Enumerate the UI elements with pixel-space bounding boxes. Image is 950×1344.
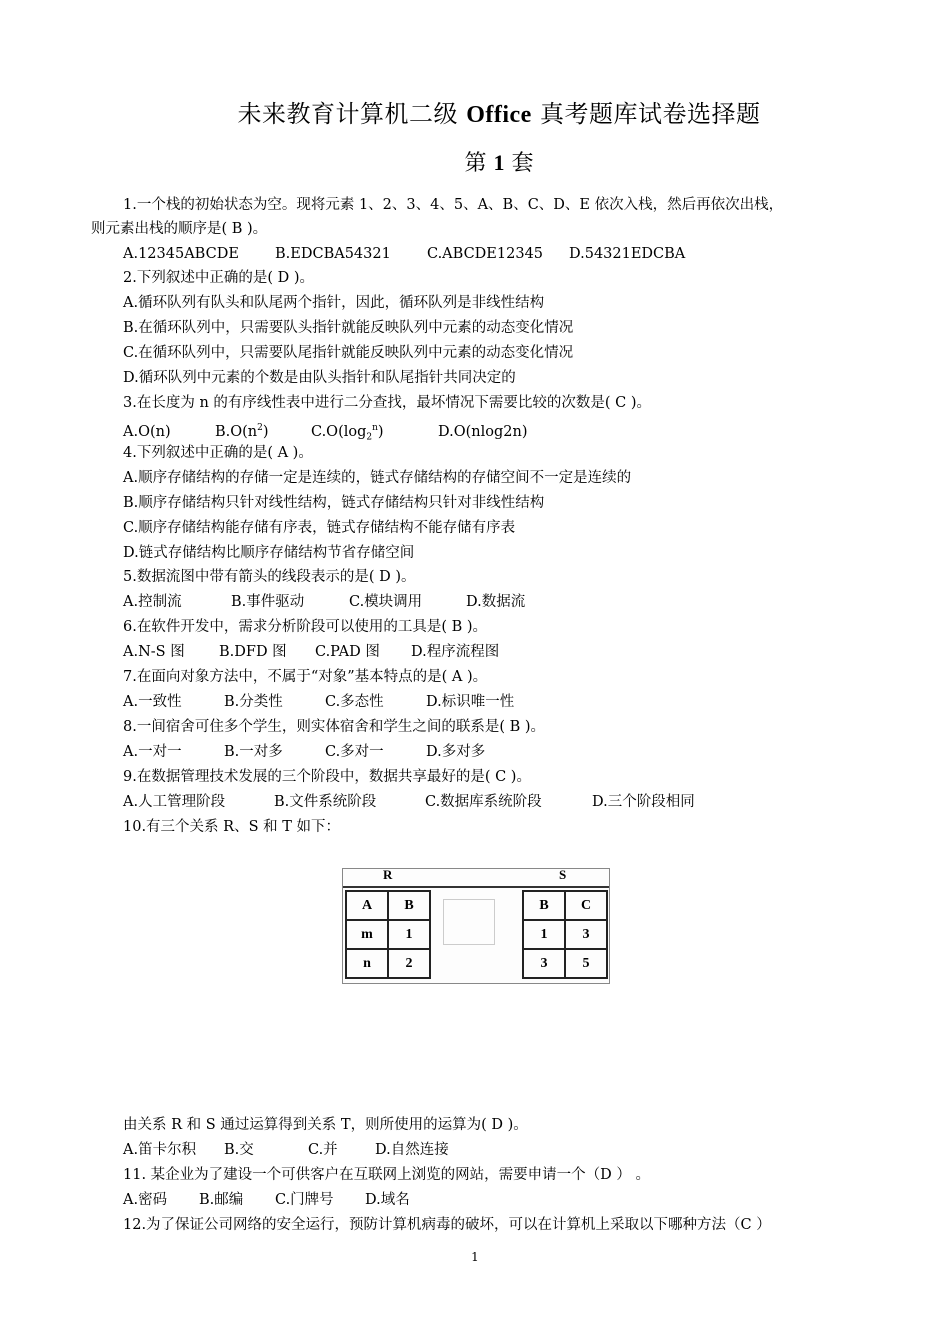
option: $B.O(n^2)$ xyxy=(215,423,269,440)
option: C.模块调用 xyxy=(349,594,423,610)
question-6-text: 6.在软件开发中，需求分析阶段可以使用的工具是( B )。 xyxy=(123,619,488,635)
table-row xyxy=(523,920,607,949)
option: B.邮编 xyxy=(199,1192,244,1208)
question-1-options xyxy=(123,244,685,264)
question-1-text: 1.一个栈的初始状态为空。现将元素 1、2、3、4、5、A、B、C、D、E 依次入栈，然后再依次出栈， xyxy=(123,197,784,213)
table-cell: 3 xyxy=(565,920,607,949)
question-10-text: 10.有三个关系 R、S 和 T 如下： xyxy=(123,819,341,835)
table-cell: 2 xyxy=(388,949,430,978)
question-2-option-c: C.在循环队列中，只需要队尾指针就能反映队列中元素的动态变化情况 xyxy=(123,345,574,361)
table-cell: n xyxy=(346,949,388,978)
relation-s-label: S xyxy=(559,867,567,882)
table-header-cell: B xyxy=(523,891,565,920)
option: B.文件系统阶段 xyxy=(274,794,377,810)
table-row xyxy=(523,949,607,978)
question-1-text-cont: 则元素出栈的顺序是( B )。 xyxy=(91,221,268,237)
faded-relation-t xyxy=(443,899,495,945)
question-12-text: 12.为了保证公司网络的安全运行，预防计算机病毒的破坏，可以在计算机上采取以下哪种方法（C ） xyxy=(123,1217,771,1233)
option: C.PAD 图 xyxy=(315,644,380,660)
document-title: 未来教育计算机二级 Office 真考题库试卷选择题 xyxy=(237,100,761,128)
option: D.54321EDCBA xyxy=(569,246,686,262)
question-10-text-cont: 由关系 R 和 S 通过运算得到关系 T，则所使用的运算为( D )。 xyxy=(123,1117,528,1133)
option: C.多态性 xyxy=(325,694,384,710)
option: D.O(nlog2n) xyxy=(438,423,528,440)
option: D.域名 xyxy=(365,1192,410,1208)
option: C.数据库系统阶段 xyxy=(425,794,542,810)
option: A.密码 xyxy=(123,1192,168,1208)
question-2-option-a: A.循环队列有队头和队尾两个指针，因此，循环队列是非线性结构 xyxy=(123,295,545,311)
option: A.12345ABCDE xyxy=(123,246,239,262)
table-row xyxy=(346,949,430,978)
question-4-text: 4.下列叙述中正确的是( A )。 xyxy=(123,445,313,461)
option: B.分类性 xyxy=(224,694,283,710)
relations-figure xyxy=(342,868,610,984)
question-4-option-a: A.顺序存储结构的存储一定是连续的，链式存储结构的存储空间不一定是连续的 xyxy=(123,470,632,486)
option: $C.O(\log_2^n)$ xyxy=(311,423,384,443)
option: C.多对一 xyxy=(325,744,384,760)
option: A.一对一 xyxy=(123,744,182,760)
option: A.N-S 图 xyxy=(123,644,185,660)
option: D.程序流程图 xyxy=(411,644,500,660)
option: B.DFD 图 xyxy=(219,644,287,660)
table-cell: m xyxy=(346,920,388,949)
question-9-text: 9.在数据管理技术发展的三个阶段中，数据共享最好的是( C )。 xyxy=(123,769,531,785)
option: A.人工管理阶段 xyxy=(123,794,226,810)
table-cell: 5 xyxy=(565,949,607,978)
question-2-text: 2.下列叙述中正确的是( D )。 xyxy=(123,270,314,286)
question-11-options xyxy=(123,1190,410,1210)
question-2-option-d: D.循环队列中元素的个数是由队头指针和队尾指针共同决定的 xyxy=(123,370,516,386)
table-cell: 1 xyxy=(388,920,430,949)
set-heading: 第 1 套 xyxy=(464,150,534,176)
option: B.交 xyxy=(224,1142,254,1158)
option: B.EDCBA54321 xyxy=(275,246,391,262)
option: A.笛卡尔积 xyxy=(123,1142,197,1158)
option: D.标识唯一性 xyxy=(426,694,515,710)
page-number: 1 xyxy=(471,1250,479,1264)
table-row xyxy=(523,891,607,920)
table-cell: 3 xyxy=(523,949,565,978)
relation-r-table xyxy=(345,890,431,979)
option: B.事件驱动 xyxy=(231,594,305,610)
question-4-option-d: D.链式存储结构比顺序存储结构节省存储空间 xyxy=(123,545,415,561)
option: A.控制流 xyxy=(123,594,182,610)
option: C.并 xyxy=(308,1142,338,1158)
table-header-cell: B xyxy=(388,891,430,920)
option: D.数据流 xyxy=(466,594,526,610)
table-header-cell: C xyxy=(565,891,607,920)
question-4-option-c: C.顺序存储结构能存储有序表，链式存储结构不能存储有序表 xyxy=(123,520,516,536)
question-7-text: 7.在面向对象方法中，不属于“对象”基本特点的是( A )。 xyxy=(123,669,488,685)
relation-r-label: R xyxy=(383,867,393,882)
option: A.一致性 xyxy=(123,694,182,710)
question-7-options xyxy=(123,692,514,712)
option: D.三个阶段相同 xyxy=(592,794,695,810)
option: C.门牌号 xyxy=(275,1192,334,1208)
table-header-cell: A xyxy=(346,891,388,920)
option: D.多对多 xyxy=(426,744,486,760)
option: D.自然连接 xyxy=(375,1142,449,1158)
relation-s-table xyxy=(522,890,608,979)
question-4-option-b: B.顺序存储结构只针对线性结构，链式存储结构只针对非线性结构 xyxy=(123,495,545,511)
question-5-options xyxy=(123,592,525,612)
option: A.O(n) xyxy=(123,423,171,440)
table-row xyxy=(346,891,430,920)
question-9-options xyxy=(123,792,695,812)
question-8-options xyxy=(123,742,485,762)
table-row xyxy=(346,920,430,949)
question-2-option-b: B.在循环队列中，只需要队头指针就能反映队列中元素的动态变化情况 xyxy=(123,320,574,336)
figure-divider xyxy=(343,886,609,888)
option: C.ABCDE12345 xyxy=(427,246,544,262)
question-11-text: 11. 某企业为了建设一个可供客户在互联网上浏览的网站，需要申请一个（D ） 。 xyxy=(123,1167,651,1183)
option: B.一对多 xyxy=(224,744,283,760)
question-5-text: 5.数据流图中带有箭头的线段表示的是( D )。 xyxy=(123,569,416,585)
table-cell: 1 xyxy=(523,920,565,949)
question-6-options xyxy=(123,642,499,662)
question-3-text: 3.在长度为 n 的有序线性表中进行二分查找，最坏情况下需要比较的次数是( C )。 xyxy=(123,395,652,411)
question-8-text: 8.一间宿舍可住多个学生，则实体宿舍和学生之间的联系是( B )。 xyxy=(123,719,546,735)
question-10-options xyxy=(123,1140,449,1160)
